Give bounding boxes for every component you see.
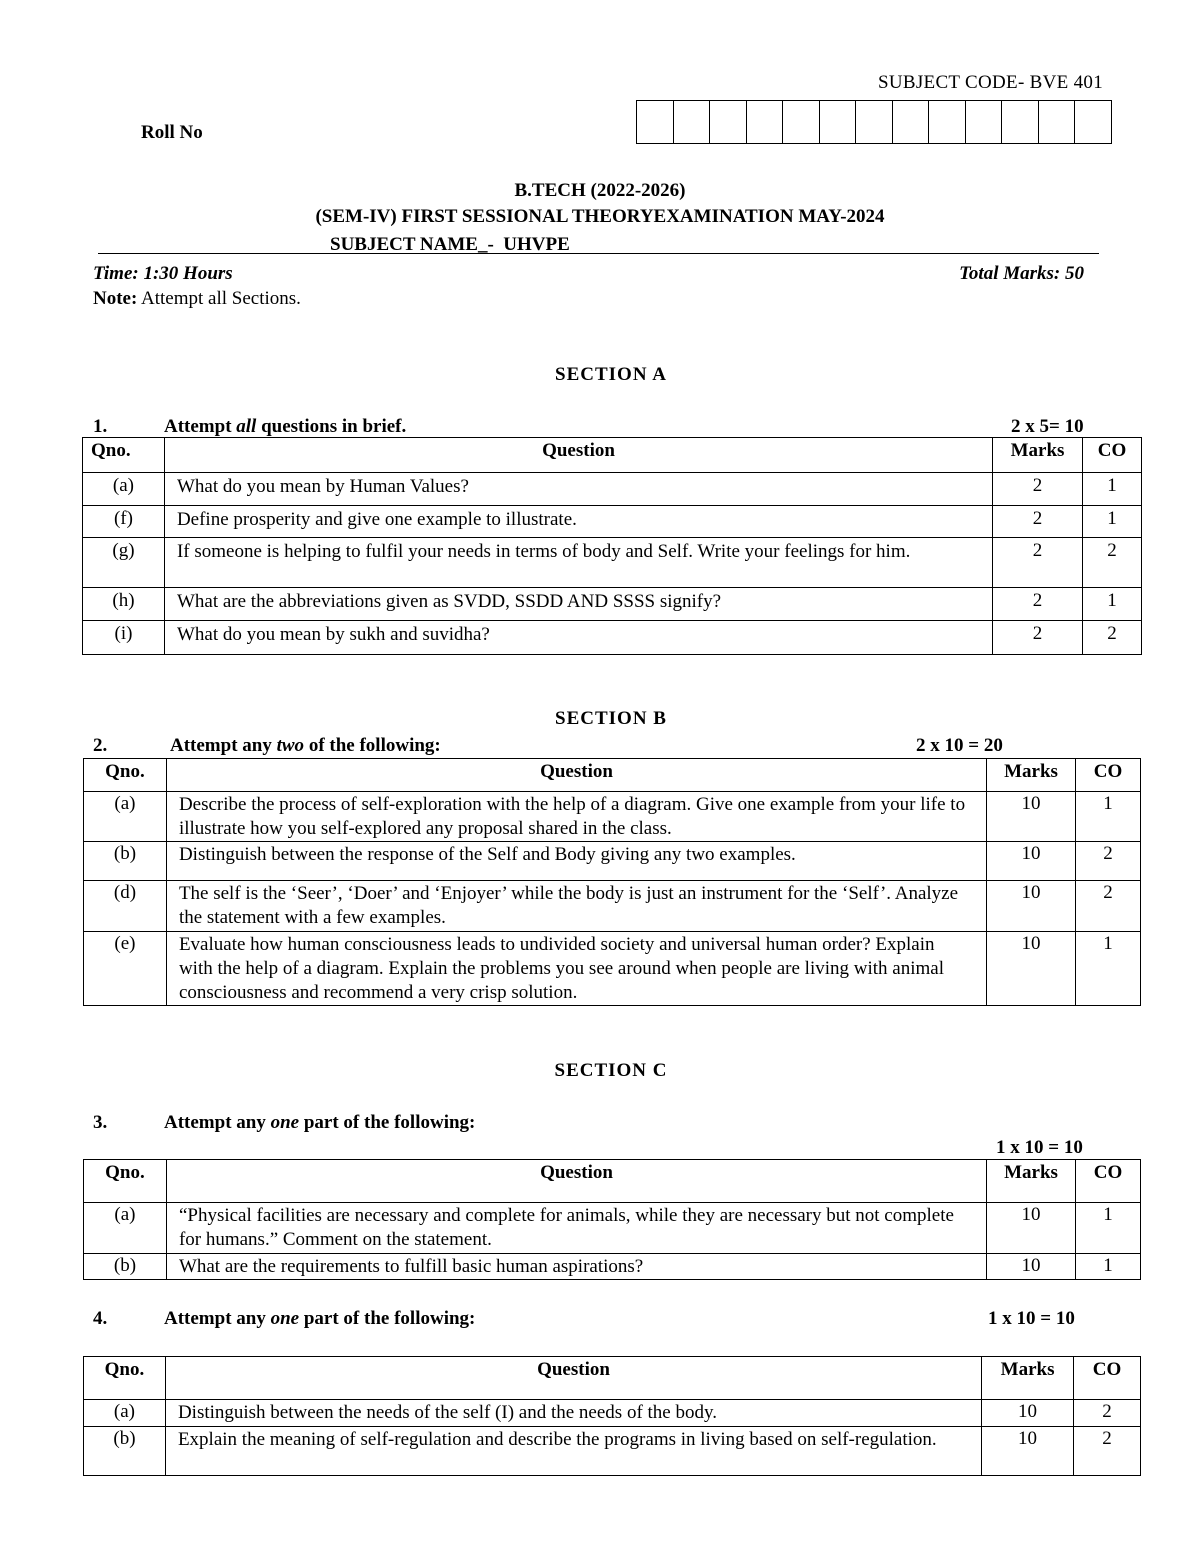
q2-number: 2. <box>93 735 108 756</box>
question-marks: 2 <box>993 588 1083 621</box>
roll-no-label: Roll No <box>141 122 203 143</box>
question-number: (g) <box>83 538 165 588</box>
question-co: 1 <box>1076 1203 1141 1254</box>
header-marks: Marks <box>987 759 1076 792</box>
question-number: (b) <box>84 1427 166 1476</box>
question-number: (a) <box>83 473 165 506</box>
q4-instr-pre: Attempt any <box>164 1308 271 1329</box>
question-number: (e) <box>84 932 167 1006</box>
header-qno: Qno. <box>84 1357 166 1400</box>
header-question: Question <box>166 1160 986 1203</box>
question-co: 1 <box>1083 473 1142 506</box>
total-marks: Total Marks: 50 <box>959 263 1084 284</box>
q3-instr-emphasis: one <box>270 1112 300 1133</box>
question-marks: 2 <box>993 473 1083 506</box>
question-co: 2 <box>1083 621 1142 655</box>
q1-instr-post: questions in brief. <box>256 416 407 437</box>
question-row <box>84 1427 1141 1476</box>
question-text: Distinguish between the needs of the self (I) and the needs of the body. <box>165 1400 981 1427</box>
question-number: (d) <box>84 881 167 932</box>
header-marks: Marks <box>993 438 1083 473</box>
note <box>93 288 301 310</box>
q4-marks: 1 x 10 = 10 <box>988 1308 1075 1329</box>
question-co: 1 <box>1083 506 1142 538</box>
question-text: Distinguish between the response of the Self and Body giving any two examples. <box>166 842 986 881</box>
question-number: (a) <box>84 1203 167 1254</box>
question-co: 2 <box>1083 538 1142 588</box>
header-qno: Qno. <box>84 759 167 792</box>
roll-no-box[interactable] <box>674 101 711 143</box>
question-row <box>83 538 1142 588</box>
question-co: 2 <box>1076 842 1141 881</box>
question-row <box>84 1254 1141 1280</box>
question-text: The self is the ‘Seer’, ‘Doer’ and ‘Enjoyer’ while the body is just an instrument for the ‘Self’. Analyze the statement with a few examples. <box>166 881 986 932</box>
header-co: CO <box>1083 438 1142 473</box>
question-marks: 10 <box>987 1254 1076 1280</box>
q4-table <box>83 1356 1141 1476</box>
question-row <box>84 1203 1141 1254</box>
question-row <box>84 842 1141 881</box>
roll-no-box[interactable] <box>929 101 966 143</box>
question-marks: 10 <box>987 1203 1076 1254</box>
roll-no-box[interactable] <box>820 101 857 143</box>
roll-no-box[interactable] <box>1039 101 1076 143</box>
q1-number: 1. <box>93 416 108 437</box>
q1-instr-emphasis: all <box>236 416 257 437</box>
program-title: B.TECH (2022-2026) <box>514 180 686 201</box>
section-c-title: SECTION C <box>554 1060 668 1081</box>
header-question: Question <box>164 438 992 473</box>
q2-instruction <box>170 735 441 757</box>
header-marks: Marks <box>982 1357 1074 1400</box>
header-co: CO <box>1074 1357 1141 1400</box>
question-number: (i) <box>83 621 165 655</box>
q4-number: 4. <box>93 1308 108 1329</box>
header-co: CO <box>1076 1160 1141 1203</box>
question-text: Evaluate how human consciousness leads to undivided society and universal human order? Explain with the help of a diagram. Explain the problems you see around when people are living with animal consciousness and recommend a very crisp solution. <box>166 932 986 1006</box>
q4-instruction <box>164 1308 475 1330</box>
section-a-title: SECTION A <box>555 364 667 385</box>
roll-no-box[interactable] <box>1002 101 1039 143</box>
roll-no-box[interactable] <box>966 101 1003 143</box>
question-number: (b) <box>84 1254 167 1280</box>
roll-no-box[interactable] <box>893 101 930 143</box>
question-co: 1 <box>1083 588 1142 621</box>
header-question: Question <box>166 759 986 792</box>
question-co: 2 <box>1074 1427 1141 1476</box>
question-text: Define prosperity and give one example to illustrate. <box>164 506 992 538</box>
q3-number: 3. <box>93 1112 108 1133</box>
question-text: What are the requirements to fulfill basic human aspirations? <box>166 1254 986 1280</box>
header-co: CO <box>1076 759 1141 792</box>
question-marks: 10 <box>987 932 1076 1006</box>
question-marks: 10 <box>982 1427 1074 1476</box>
roll-no-box[interactable] <box>783 101 820 143</box>
question-marks: 10 <box>982 1400 1074 1427</box>
question-co: 2 <box>1074 1400 1141 1427</box>
header-qno: Qno. <box>83 438 165 473</box>
header-qno: Qno. <box>84 1160 167 1203</box>
question-row <box>84 932 1141 1006</box>
subject-code: SUBJECT CODE- BVE 401 <box>878 72 1103 93</box>
question-text: Describe the process of self-exploration with the help of a diagram. Give one example from your life to illustrate how you self-explored any proposal shared in the class. <box>166 792 986 842</box>
question-row <box>84 881 1141 932</box>
q2-instr-emphasis: two <box>276 735 305 756</box>
question-co: 1 <box>1076 792 1141 842</box>
question-row <box>83 621 1142 655</box>
question-row <box>83 588 1142 621</box>
question-row <box>84 792 1141 842</box>
exam-time: Time: 1:30 Hours <box>93 263 233 284</box>
q1-instr-pre: Attempt <box>164 416 237 437</box>
question-text: If someone is helping to fulfil your needs in terms of body and Self. Write your feelings for him. <box>164 538 992 588</box>
q2-instr-pre: Attempt any <box>170 735 277 756</box>
q3-instr-pre: Attempt any <box>164 1112 271 1133</box>
question-marks: 2 <box>993 621 1083 655</box>
question-row <box>84 1400 1141 1427</box>
question-co: 1 <box>1076 932 1141 1006</box>
q1-instruction <box>164 416 406 438</box>
q3-instruction <box>164 1112 475 1134</box>
roll-no-box[interactable] <box>856 101 893 143</box>
section-b-title: SECTION B <box>555 708 667 729</box>
question-number: (h) <box>83 588 165 621</box>
roll-no-box[interactable] <box>747 101 784 143</box>
section-a-table <box>82 437 1142 655</box>
roll-no-box[interactable] <box>637 101 674 143</box>
question-co: 2 <box>1076 881 1141 932</box>
question-text: What do you mean by Human Values? <box>164 473 992 506</box>
question-number: (a) <box>84 792 167 842</box>
section-b-table <box>83 758 1141 1006</box>
q2-instr-post: of the following: <box>304 735 441 756</box>
exam-title: (SEM-IV) FIRST SESSIONAL THEORYEXAMINATION MAY-2024 <box>315 206 885 227</box>
question-marks: 10 <box>987 881 1076 932</box>
question-row <box>83 473 1142 506</box>
roll-no-box[interactable] <box>710 101 747 143</box>
question-text: What are the abbreviations given as SVDD, SSDD AND SSSS signify? <box>164 588 992 621</box>
question-row <box>83 506 1142 538</box>
q4-instr-post: part of the following: <box>299 1308 476 1329</box>
note-text: Attempt all Sections. <box>137 288 301 309</box>
question-number: (b) <box>84 842 167 881</box>
question-text: What do you mean by sukh and suvidha? <box>164 621 992 655</box>
roll-no-boxes[interactable] <box>636 100 1112 144</box>
q2-marks: 2 x 10 = 20 <box>916 735 1003 756</box>
question-marks: 2 <box>993 538 1083 588</box>
header-divider <box>98 253 1099 254</box>
question-number: (f) <box>83 506 165 538</box>
question-marks: 10 <box>987 792 1076 842</box>
q4-instr-emphasis: one <box>270 1308 300 1329</box>
q3-instr-post: part of the following: <box>299 1112 476 1133</box>
question-co: 1 <box>1076 1254 1141 1280</box>
question-marks: 10 <box>987 842 1076 881</box>
question-marks: 2 <box>993 506 1083 538</box>
question-text: Explain the meaning of self-regulation and describe the programs in living based on self-regulation. <box>165 1427 981 1476</box>
question-text: “Physical facilities are necessary and complete for animals, while they are necessary but not complete for humans.” Comment on the statement. <box>166 1203 986 1254</box>
q1-marks: 2 x 5= 10 <box>1011 416 1084 437</box>
q3-table <box>83 1159 1141 1280</box>
subject-name: SUBJECT NAME_- UHVPE <box>330 234 570 255</box>
header-question: Question <box>165 1357 981 1400</box>
question-number: (a) <box>84 1400 166 1427</box>
header-marks: Marks <box>987 1160 1076 1203</box>
note-label: Note: <box>93 288 138 309</box>
roll-no-box[interactable] <box>1075 101 1112 143</box>
q3-marks: 1 x 10 = 10 <box>996 1137 1083 1158</box>
